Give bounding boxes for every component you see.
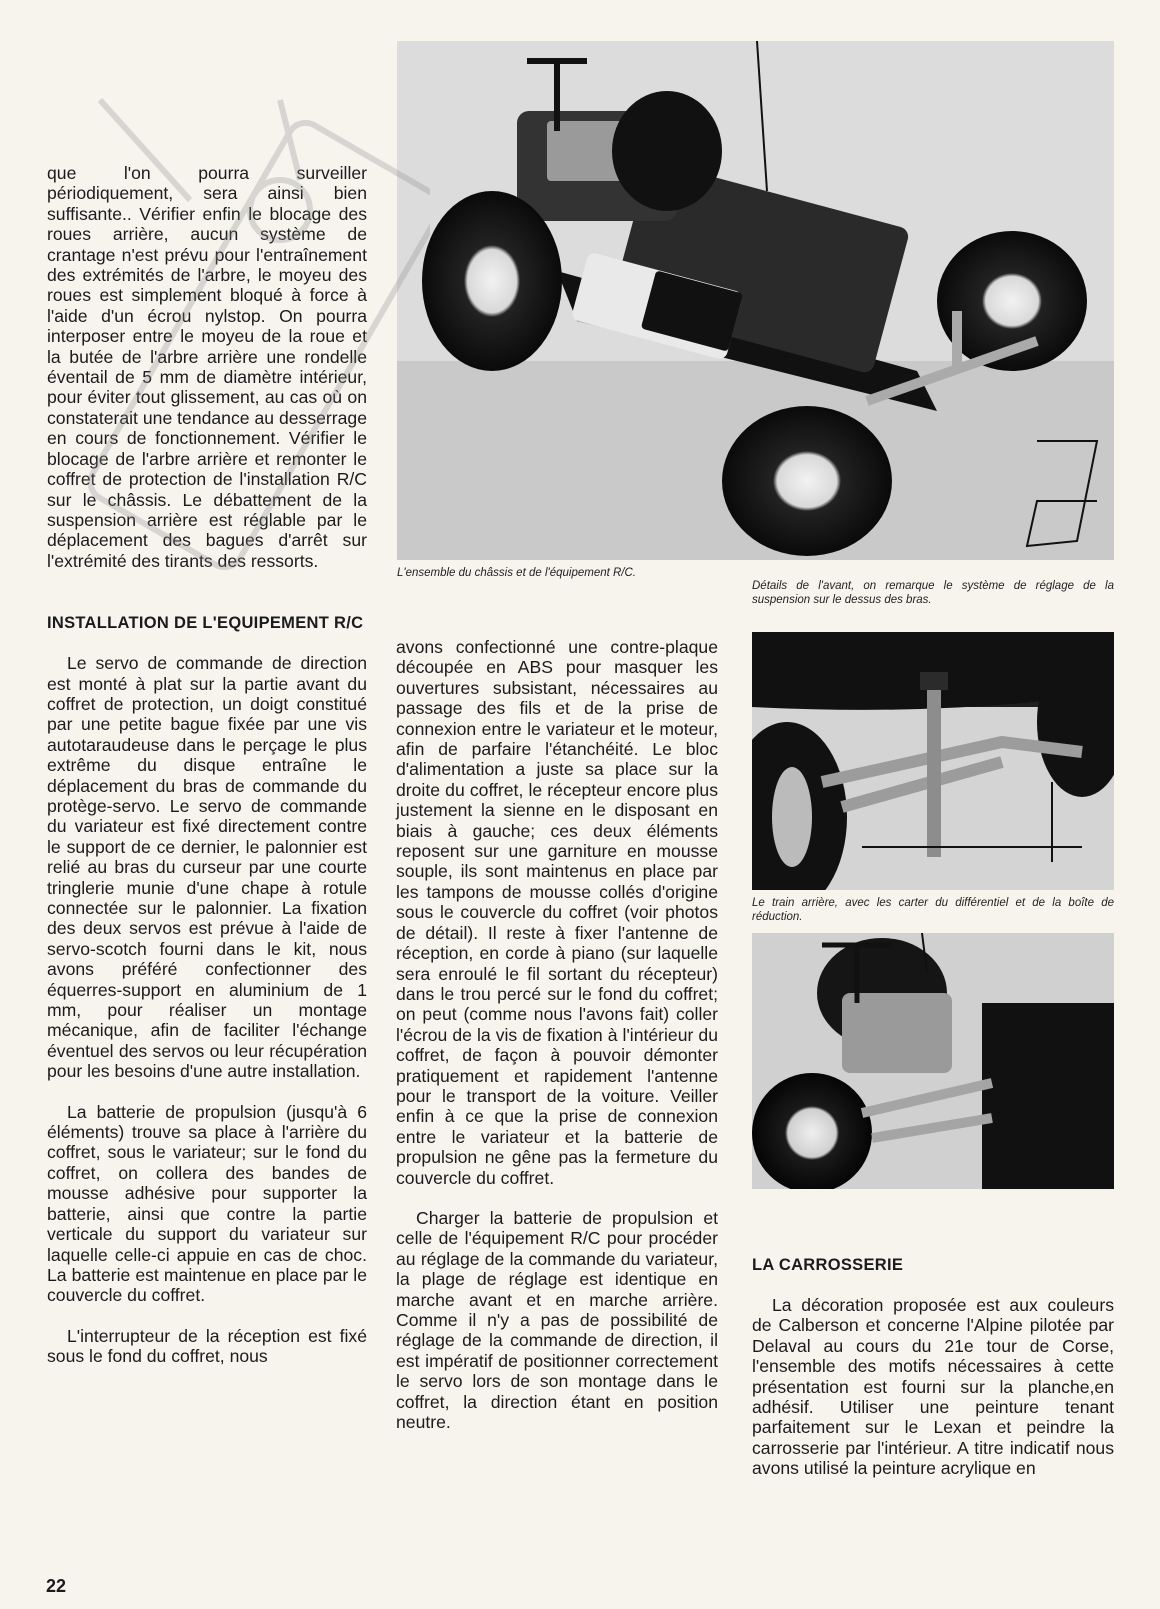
paragraph-rear-wheels: que l'on pourra surveiller périodiquement, sera ainsi bien suffisante.. Vérifier enfin le blocage des roues arrière, aucun système de crantage n'est prévu pour l'entraînement des extrémités de l'arbre, le moyeu des roues est simplement bloqué à force à l'aide d'un écrou nylstop. On pourra interposer entre le moyeu de la roue et la butée de l'arbre arrière une rondelle éventail de 5 mm de diamètre intérieur, pour éviter tout glissement, au cas où on constaterait une tendance au desserrage en cours de fonctionnement. Vérifier le blocage de l'arbre arrière et remonter le coffret de protection de l'installation R/C sur le châssis. Le débattement de la suspension arrière est réglable par le déplacement des bagues d'arrêt sur l'extrémité des tirants des ressorts. xyxy=(47,163,367,571)
column-right xyxy=(752,1255,1114,1491)
column-middle xyxy=(396,637,718,1444)
caption-rear: Le train arrière, avec les carter du différentiel et de la boîte de réduction. xyxy=(752,897,1114,923)
front-detail-illustration xyxy=(752,632,1114,890)
paragraph-decoration: La décoration proposée est aux couleurs de Calberson et concerne l'Alpine pilotée par Delaval au cours du 21e tour de Corse, l'ensemble des motifs nécessaires à cette présentation est fourni sur la planche,en adhésif. Utiliser une peinture tenant parfaitement sur le Lexan et peindre la carrosserie par l'intérieur. A titre indicatif nous avons utilisé la peinture acrylique en xyxy=(752,1295,1114,1479)
heading-installation: INSTALLATION DE L'EQUIPEMENT R/C xyxy=(47,614,364,633)
photo-front-detail xyxy=(752,632,1114,890)
caption-chassis: L'ensemble du châssis et de l'équipement R/C. xyxy=(397,567,636,579)
column-left xyxy=(47,163,367,1379)
chassis-illustration xyxy=(397,41,1114,560)
page-number: 22 xyxy=(46,1576,67,1596)
rear-train-illustration xyxy=(752,933,1114,1189)
caption-front: Détails de l'avant, on remarque le système de réglage de la suspension sur le dessus des bras. xyxy=(752,580,1114,606)
paragraph-battery: La batterie de propulsion (jusqu'à 6 éléments) trouve sa place à l'arrière du coffret, sous le variateur; sur le fond du coffret, on collera des bandes de mousse adhésive pour supporter la batterie, ainsi que contre la partie verticale du support du variateur sur laquelle celle-ci appuie en cas de choc. La batterie est maintenue en place par le couvercle du coffret. xyxy=(47,1101,367,1306)
paragraph-charging: Charger la batterie de propulsion et celle de l'équipement R/C pour procéder au réglage de la commande du variateur, la plage de réglage est identique en marche avant et en marche arrière. Comme il n'y a pas de possibilité de réglage de la commande de direction, il est impératif de positionner correctement le servo lors de son montage dans le coffret, la direction étant en position neutre. xyxy=(396,1207,718,1433)
photo-rear-train xyxy=(752,933,1114,1189)
photo-chassis xyxy=(397,41,1114,560)
paragraph-servo: Le servo de commande de direction est monté à plat sur la partie avant du coffret de protection, un doigt constitué par une petite bague fixée par une vis autotaraudeuse dans le perçage le plus extrême du disque entraîne le déplacement du bras de commande du protège-servo. Le servo de commande du variateur est fixé directement contre le support de ce dernier, le palonnier est relié au bras du curseur par une courte tringlerie munie d'une chape à rotule connectée sur le palonnier. La fixation des deux servos est prévue à l'aide de servo-scotch fourni dans le kit, nous avons préféré confectionner des équerres-support en aluminium de 1 mm, pour réaliser un montage mécanique, afin de faciliter l'échange éventuel des servos ou leur récupération pour les besoins d'une autre installation. xyxy=(47,653,367,1082)
paragraph-switch: L'interrupteur de la réception est fixé sous le fond du coffret, nous xyxy=(47,1325,367,1367)
heading-carrosserie: LA CARROSSERIE xyxy=(752,1256,904,1274)
paragraph-counterplate: avons confectionné une contre-plaque découpée en ABS pour masquer les ouvertures subsistant, nécessaires au passage des fils et de la prise de connexion entre le variateur et le moteur, afin de parfaire l'étanchéité. Le bloc d'alimentation a juste sa place sur la droite du coffret, le récepteur encore plus justement la sienne en le disposant en biais à gauche; ces deux éléments reposent sur une garniture en mousse souple, ils sont maintenus en place par les tampons de mousse collés d'origine sous le couvercle du coffret (voir photos de détail). Il reste à fixer l'antenne de réception, en corde à piano (sur laquelle sera enroulé le fil sortant du récepteur) dans le trou percé sur le fond du coffret; on peut (comme nous l'avons fait) coller l'écrou de la vis de fixation à l'intérieur du coffret, de façon à pouvoir démonter pratiquement et rapidement l'antenne pour le transport de la voiture. Veiller enfin à ce que la prise de connexion entre le variateur et la batterie de propulsion ne gêne pas la fermeture du couvercle du coffret. xyxy=(396,637,718,1188)
